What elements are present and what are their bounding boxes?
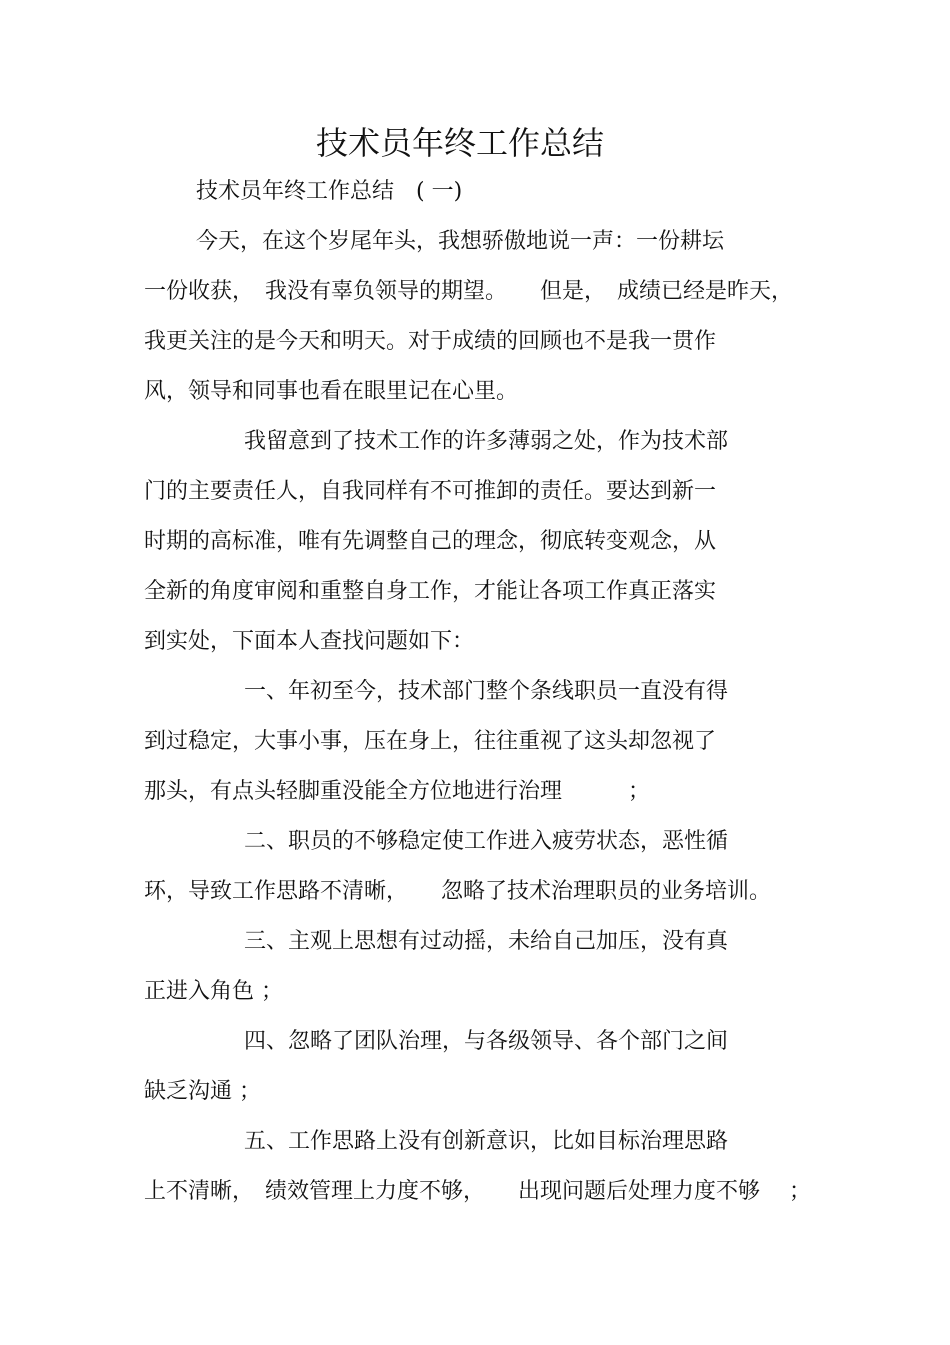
paragraph-1-line-4: 风，领导和同事也看在眼里记在心里。 [144,379,519,404]
item-3-line-1: 三、主观上思想有过动摇，未给自己加压，没有真 [244,929,729,954]
item-3-line-2: 正进入角色 ； [144,979,283,1004]
paragraph-2-line-1: 我留意到了技术工作的许多薄弱之处，作为技术部 [244,429,729,454]
paragraph-2-line-4: 全新的角度审阅和重整自身工作，才能让各项工作真正落实 [144,579,717,604]
item-4-line-2: 缺乏沟通 ； [144,1079,261,1104]
paragraph-2-line-2: 门的主要责任人，自我同样有不可推卸的责任。要达到新一 [144,479,717,504]
item-4-line-1: 四、忽略了团队治理，与各级领导、各个部门之间 [244,1029,729,1054]
paragraph-2-line-3: 时期的高标准，唯有先调整自己的理念，彻底转变观念，从 [144,529,717,554]
item-1-line-3: 那头，有点头轻脚重没能全方位地进行治理 ； [144,779,651,804]
paragraph-1-line-2: 一份收获， 我没有辜负领导的期望。 但是， 成绩已经是昨天， [144,279,794,304]
document-subtitle: 技术员年终工作总结 ( 一) [196,179,463,204]
paragraph-1-line-3: 我更关注的是今天和明天。对于成绩的回顾也不是我一贯作 [144,329,717,354]
document-title: 技术员年终工作总结 [315,124,604,162]
item-5-line-1: 五、工作思路上没有创新意识，比如目标治理思路 [244,1129,729,1154]
item-1-line-2: 到过稳定，大事小事，压在身上，往往重视了这头却忽视了 [144,729,717,754]
paragraph-1-line-1: 今天，在这个岁尾年头，我想骄傲地说一声：一份耕坛 [196,229,725,254]
item-2-line-1: 二、职员的不够稳定使工作进入疲劳状态，恶性循 [244,829,729,854]
item-1-line-1: 一、年初至今，技术部门整个条线职员一直没有得 [244,679,729,704]
paragraph-2-line-5: 到实处，下面本人查找问题如下： [144,629,475,654]
item-5-line-2: 上不清晰， 绩效管理上力度不够， 出现问题后处理力度不够 ； [144,1179,811,1204]
item-2-line-2: 环，导致工作思路不清晰， 忽略了技术治理职员的业务培训。 [144,879,772,904]
